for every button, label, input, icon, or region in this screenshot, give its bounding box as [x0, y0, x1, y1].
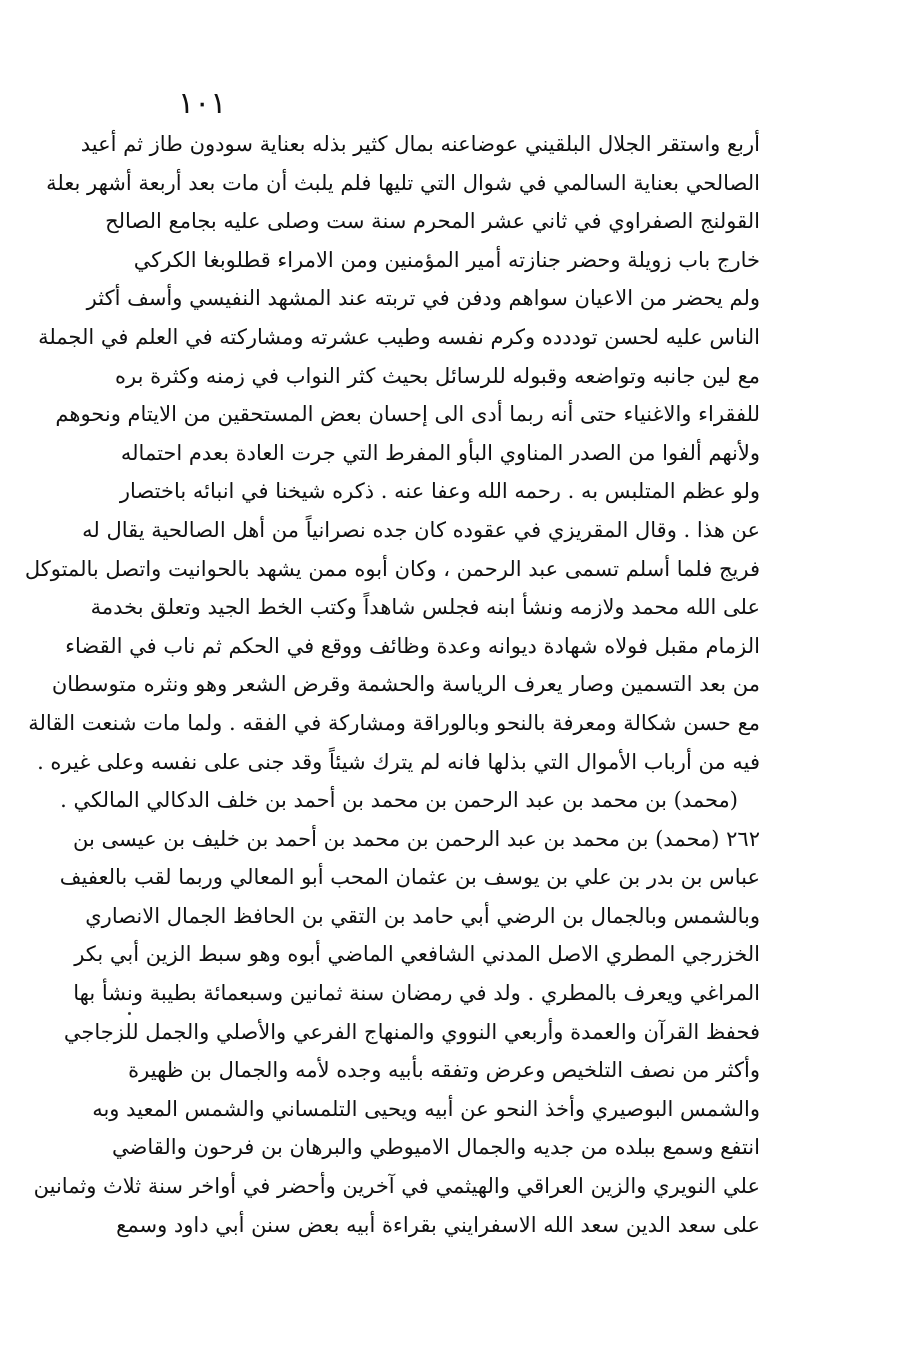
entry-line: انتفع وسمع ببلده من جديه والجمال الاميوطي والبرهان بن فرحون والقاضي: [112, 1135, 760, 1160]
text-line: الصالحي بعناية السالمي في شوال التي تليها فلم يلبث أن مات بعد أربعة أشهر بعلة: [46, 170, 760, 195]
entry-line: ٢٦٢ (محمد) بن محمد بن عبد الرحمن بن محمد بن أحمد بن خليف بن عيسى بن: [73, 826, 760, 851]
text-line: ولم يحضر من الاعيان سواهم ودفن في تربته عند المشهد النفيسي وأسف أكثر: [86, 286, 760, 311]
entry-line: المراغي ويعرف بالمطري . ولد في رمضان سنة ثمانين وسبعمائة بطيبة ونشأ بها: [73, 981, 760, 1006]
entry-line: وبالشمس وبالجمال بن الرضي أبي حامد بن التقي بن الحافظ الجمال الانصاري: [85, 903, 760, 928]
text-line: ولأنهم ألفوا من الصدر المناوي البأو المفرط التي جرت العادة بعدم احتماله: [120, 440, 760, 465]
text-line: خارج باب زويلة وحضر جنازته أمير المؤمنين ومن الامراء قطلوبغا الكركي: [133, 247, 760, 272]
text-line: القولنج الصفراوي في ثاني عشر المحرم سنة ست وصلى عليه بجامع الصالح: [105, 209, 760, 234]
scan-speck: [128, 1012, 131, 1015]
page-text: [24, 125, 760, 1244]
text-line: مع لين جانبه وتواضعه وقبوله للرسائل بحيث كثر النواب في زمنه وكثرة بره: [115, 363, 760, 388]
text-line: ولو عظم المتلبس به . رحمه الله وعفا عنه . ذكره شيخنا في انبائه باختصار: [119, 479, 760, 504]
text-line: عن هذا . وقال المقريزي في عقوده كان جده نصرانياً من أهل الصالحية يقال له: [82, 517, 760, 542]
entry-line: على سعد الدين سعد الله الاسفرايني بقراءة أبيه بعض سنن أبي داود وسمع: [116, 1212, 760, 1237]
page-number: ١٠١: [178, 86, 227, 121]
entry-heading-short: (محمد) بن محمد بن عبد الرحمن بن محمد بن أحمد بن خلف الدكالي المالكي .: [60, 788, 738, 813]
text-line: فيه من أرباب الأموال التي بذلها فانه لم يترك شيئاً وقد جنى على نفسه وعلى غيره .: [37, 749, 760, 774]
entry-line: وأكثر من نصف التلخيص وعرض وتفقه بأبيه وجده لأمه والجمال بن ظهيرة: [128, 1058, 760, 1083]
text-line: الناس عليه لحسن توددده وكرم نفسه وطيب عشرته ومشاركته في العلم في الجملة: [38, 324, 760, 349]
entry-line: علي النويري والزين العراقي والهيثمي في آخرين وأحضر في أواخر سنة ثلاث وثمانين: [33, 1174, 760, 1199]
entry-line: فحفظ القرآن والعمدة وأربعي النووي والمنهاج الفرعي والأصلي والجمل للزجاجي: [63, 1019, 760, 1044]
entry-line: الخزرجي المطري الاصل المدني الشافعي الماضي أبوه وهو سبط الزين أبي بكر: [74, 942, 760, 967]
text-line: من بعد التسمين وصار يعرف الرياسة والحشمة وقرض الشعر وهو ونثره متوسطان: [51, 672, 760, 697]
entry-line: والشمس البوصيري وأخذ النحو عن أبيه ويحيى التلمساني والشمس المعيد وبه: [92, 1096, 760, 1121]
text-line: مع حسن شكالة ومعرفة بالنحو وبالوراقة ومشاركة في الفقه . ولما مات شنعت القالة: [28, 710, 760, 735]
text-line: للفقراء والاغنياء حتى أنه ربما أدى الى إحسان بعض المستحقين من الايتام ونحوهم: [55, 402, 760, 427]
text-line: على الله محمد ولازمه ونشأ ابنه فجلس شاهداً وكتب الخط الجيد وتعلق بخدمة: [90, 595, 760, 620]
entry-line: عباس بن بدر بن علي بن يوسف بن عثمان المحب أبو المعالي وربما لقب بالعفيف: [59, 865, 760, 890]
text-line: فريج فلما أسلم تسمى عبد الرحمن ، وكان أبوه ممن يشهد بالحوانيت واتصل بالمتوكل: [24, 556, 760, 581]
text-line: أربع واستقر الجلال البلقيني عوضاعنه بمال كثير بذله بعناية سودون طاز ثم أعيد: [80, 132, 760, 156]
text-line: الزمام مقبل فولاه شهادة ديوانه وعدة وظائف ووقع في الحكم ثم ناب في القضاء: [65, 633, 760, 658]
